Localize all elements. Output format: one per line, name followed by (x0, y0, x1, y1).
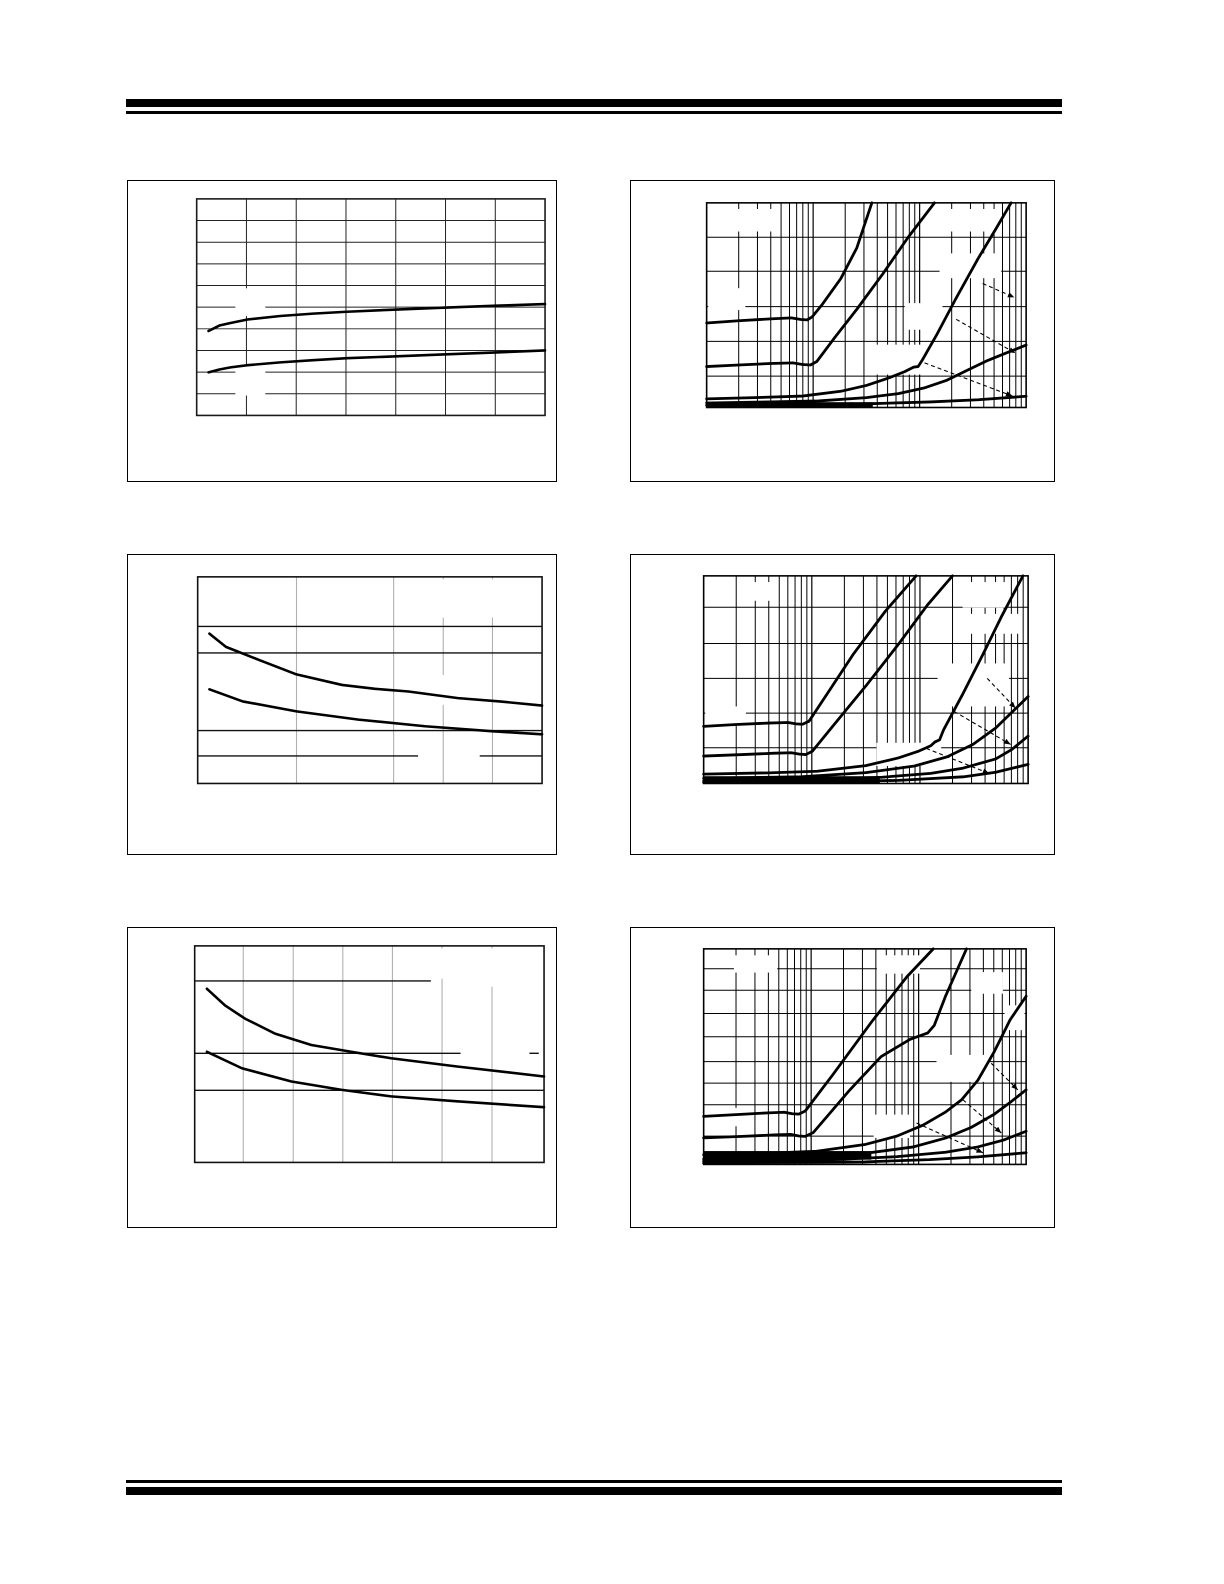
footer-rule-thick (126, 1487, 1062, 1495)
graph-middle-right (631, 555, 1054, 854)
graph-panel-bottom-right (630, 927, 1055, 1228)
graph-panel-bottom-left (127, 927, 557, 1228)
graph-panel-top-right (630, 180, 1055, 482)
graph-panel-middle-left (127, 554, 557, 855)
graph-top-left (128, 181, 556, 481)
graph-panel-middle-right (630, 554, 1055, 855)
graph-middle-left (128, 555, 556, 854)
footer-rule-thin (126, 1480, 1062, 1483)
graph-bottom-left (128, 928, 556, 1227)
graph-panel-top-left (127, 180, 557, 482)
header-rule-thin (126, 111, 1062, 114)
graph-top-right (631, 181, 1054, 481)
graph-bottom-right (631, 928, 1054, 1227)
header-rule-thick (126, 99, 1062, 107)
